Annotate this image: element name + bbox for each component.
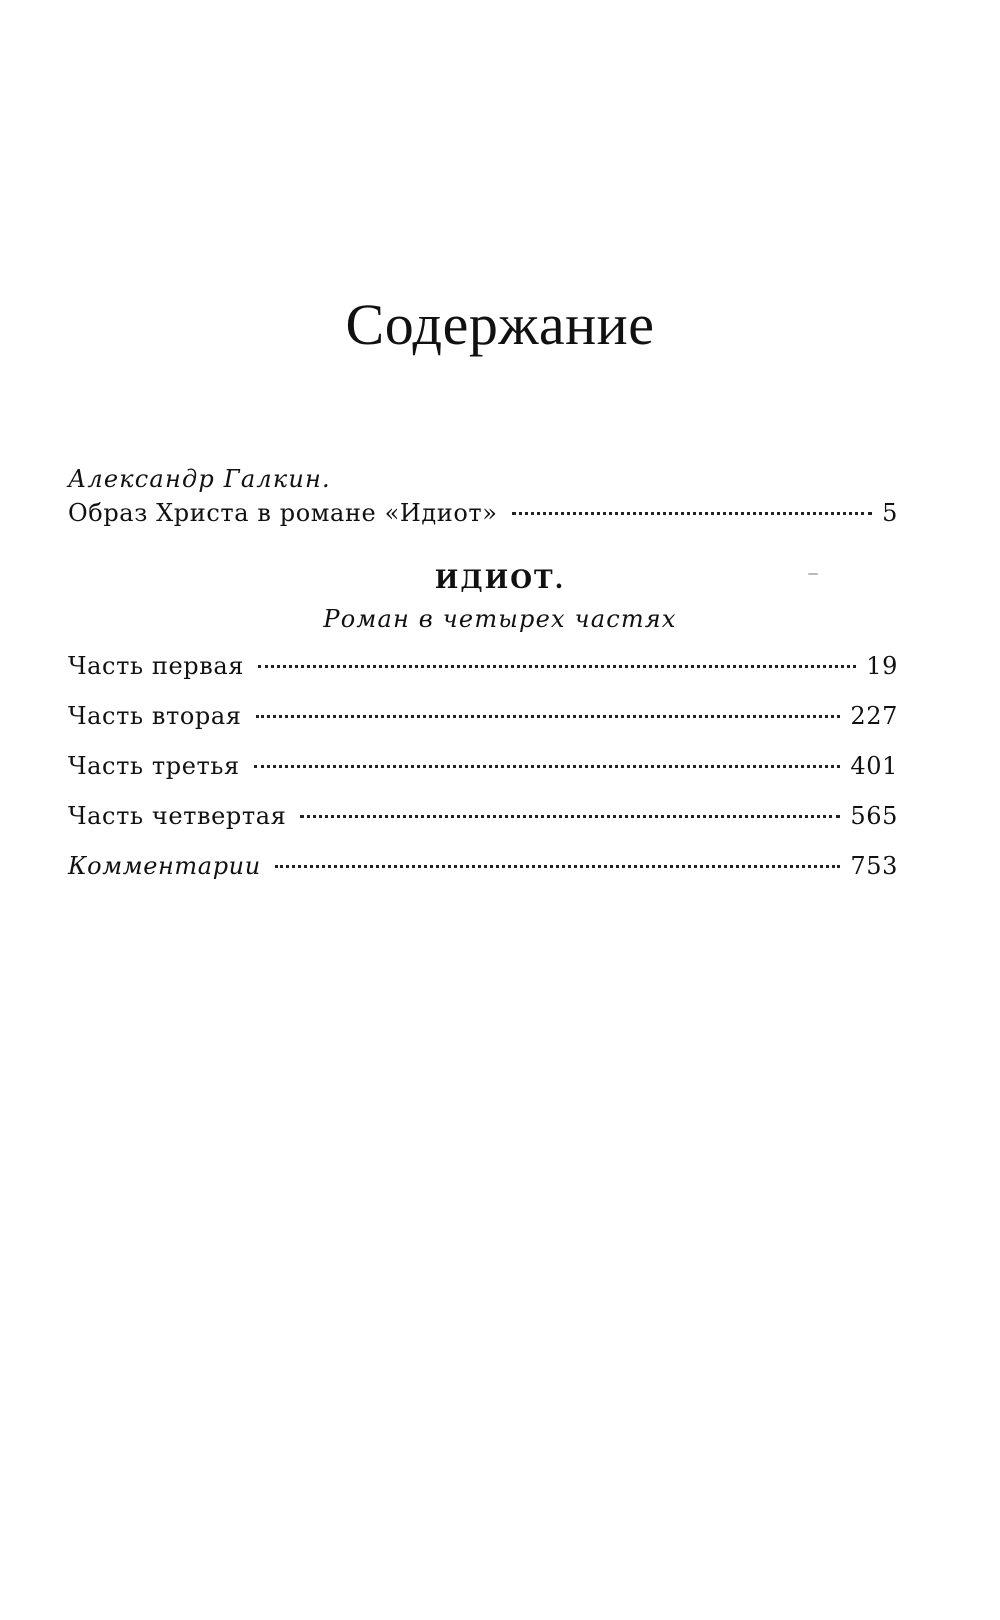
leader-dots: [258, 665, 856, 668]
toc-entry-page: 5: [882, 499, 898, 527]
toc-entry-page: 227: [850, 702, 898, 730]
toc-entry-part-4[interactable]: [68, 800, 898, 832]
leader-dots: [300, 815, 840, 818]
leader-dots: [512, 512, 873, 515]
toc-entry-label: Часть четвертая: [68, 802, 287, 830]
toc-entry-label: Комментарии: [68, 852, 261, 880]
toc-entry-label: Образ Христа в романе «Идиот»: [68, 499, 498, 527]
print-speck: [808, 573, 818, 575]
toc-entry-page: 401: [850, 752, 898, 780]
toc-entry-label: Часть первая: [68, 652, 244, 680]
toc-entry-label: Часть вторая: [68, 702, 242, 730]
toc-entry-page: 565: [850, 802, 898, 830]
page-title: Содержание: [345, 292, 655, 357]
novel-subtitle: Роман в четырех частях: [323, 605, 677, 633]
toc-entry-part-3[interactable]: [68, 750, 898, 782]
toc-entry-page: 753: [850, 852, 898, 880]
toc-entry-comments[interactable]: [68, 850, 898, 882]
toc-entry-label: Часть третья: [68, 752, 240, 780]
leader-dots: [275, 865, 841, 868]
intro-author: Александр Галкин.: [68, 465, 331, 493]
leader-dots: [256, 715, 841, 718]
toc-entry-part-1[interactable]: [68, 650, 898, 682]
novel-title: ИДИОТ.: [434, 565, 566, 594]
toc-entry-page: 19: [866, 652, 898, 680]
leader-dots: [254, 765, 841, 768]
toc-entry-intro[interactable]: [68, 497, 898, 529]
toc-entry-part-2[interactable]: [68, 700, 898, 732]
